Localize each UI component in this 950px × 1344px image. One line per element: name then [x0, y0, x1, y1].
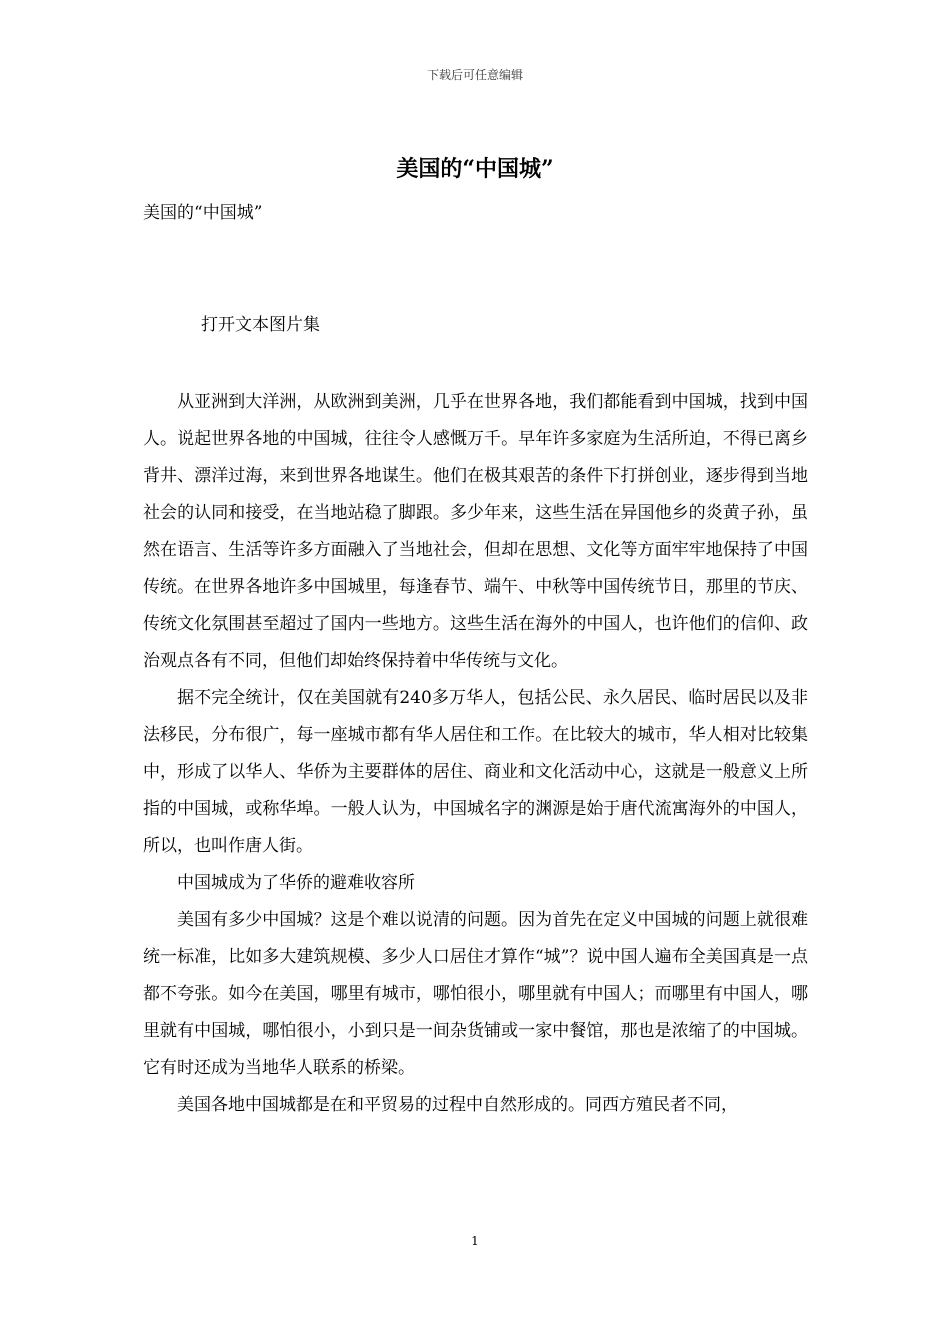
article-body [143, 384, 808, 1124]
header-note: 下载后可任意编辑 [426, 68, 523, 82]
page-number: 1 [471, 1234, 479, 1248]
document-title: 美国的“中国城” [396, 156, 554, 182]
paragraph: 据不完全统计，仅在美国就有240多万华人，包括公民、永久居民、临时居民以及非法移民，分布很广，每一座城市都有华人居住和工作。在比较大的城市，华人相对比较集中，形成了以华人、华侨为主要群体的居住、商业和文化活动中心，这就是一般意义上所指的中国城，或称华埠。一般人认为，中国城名字的渊源是始于唐代流寓海外的中国人，所以，也叫作唐人街。 [143, 688, 808, 856]
document-subtitle: 美国的“中国城” [143, 203, 263, 223]
open-image-gallery-link[interactable]: 打开文本图片集 [201, 315, 320, 335]
section-heading: 中国城成为了华侨的避难收容所 [177, 873, 415, 893]
paragraph: 从亚洲到大洋洲，从欧洲到美洲，几乎在世界各地，我们都能看到中国城，找到中国人。说起世界各地的中国城，往往令人感慨万千。早年许多家庭为生活所迫，不得已离乡背井、漂洋过海，来到世界各地谋生。他们在极其艰苦的条件下打拼创业，逐步得到当地社会的认同和接受，在当地站稳了脚跟。多少年来，这些生活在异国他乡的炎黄子孙，虽然在语言、生活等许多方面融入了当地社会，但却在思想、文化等方面牢牢地保持了中国传统。在世界各地许多中国城里，每逢春节、端午、中秋等中国传统节日，那里的节庆、传统文化氛围甚至超过了国内一些地方。这些生活在海外的中国人，也许他们的信仰、政治观点各有不同，但他们却始终保持着中华传统与文化。 [143, 392, 808, 671]
paragraph: 美国有多少中国城？这是个难以说清的问题。因为首先在定义中国城的问题上就很难统一标准，比如多大建筑规模、多少人口居住才算作“城”？说中国人遍布全美国真是一点都不夸张。如今在美国，哪里有城市，哪怕很小，哪里就有中国人；而哪里有中国人，哪里就有中国城，哪怕很小，小到只是一间杂货铺或一家中餐馆，那也是浓缩了的中国城。它有时还成为当地华人联系的桥梁。 [143, 910, 808, 1078]
paragraph: 美国各地中国城都是在和平贸易的过程中自然形成的。同西方殖民者不同， [177, 1095, 738, 1115]
